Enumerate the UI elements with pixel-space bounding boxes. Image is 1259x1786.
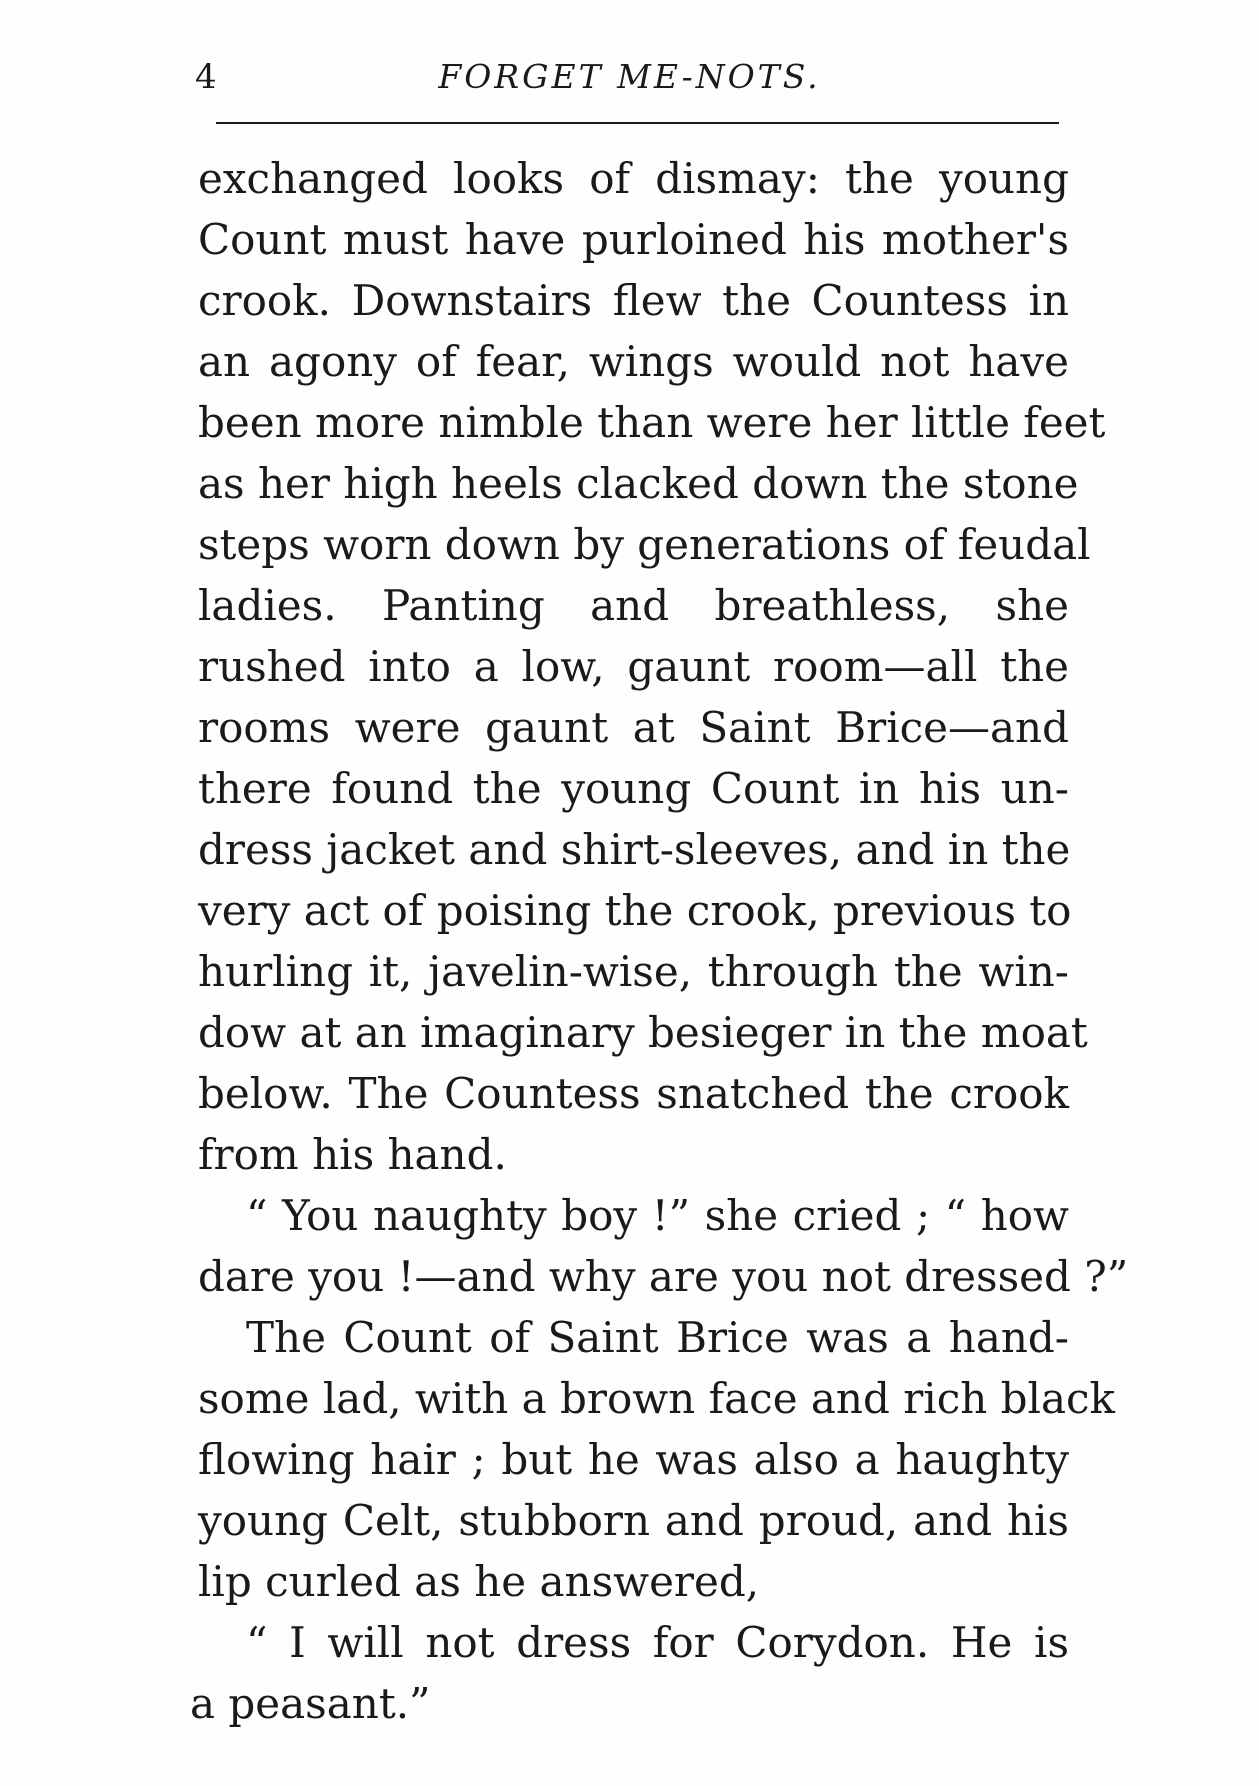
text-line: rushed into a low, gaunt room—all the — [198, 642, 1069, 691]
text-line: Count must have purloined his mother's — [198, 215, 1069, 264]
text-line: an agony of fear, wings would not have — [198, 337, 1069, 386]
text-line: hurling it, javelin-wise, through the win- — [198, 947, 1069, 996]
page-number: 4 — [195, 57, 217, 97]
text-line: young Celt, stubborn and proud, and his — [198, 1496, 1069, 1545]
text-line: crook. Downstairs flew the Countess in — [198, 276, 1069, 325]
text-line: dress jacket and shirt-sleeves, and in the — [198, 825, 1071, 874]
text-line: ladies. Panting and breathless, she — [198, 581, 1069, 630]
text-line: dow at an imaginary besieger in the moat — [198, 1008, 1088, 1057]
text-line: a peasant.” — [190, 1679, 431, 1728]
text-line: steps worn down by generations of feudal — [198, 520, 1091, 569]
text-line: there found the young Count in his un- — [198, 764, 1069, 813]
running-head-title: FORGET ME-NOTS. — [438, 57, 821, 96]
text-line: from his hand. — [198, 1130, 507, 1179]
text-line: “ I will not dress for Corydon. He is — [246, 1618, 1069, 1667]
header-rule — [216, 122, 1059, 124]
text-line: dare you !—and why are you not dressed ?” — [198, 1252, 1129, 1301]
text-line: “ You naughty boy !” she cried ; “ how — [246, 1191, 1069, 1240]
text-line: rooms were gaunt at Saint Brice—and — [198, 703, 1069, 752]
text-line: very act of poising the crook, previous to — [198, 886, 1072, 935]
text-line: some lad, with a brown face and rich black — [198, 1374, 1115, 1423]
text-line: The Count of Saint Brice was a hand- — [246, 1313, 1069, 1362]
body-text — [190, 148, 1129, 1734]
text-line: below. The Countess snatched the crook — [198, 1069, 1069, 1118]
text-line: been more nimble than were her little feet — [198, 398, 1106, 447]
text-line: lip curled as he answered, — [198, 1557, 760, 1606]
text-line: flowing hair ; but he was also a haughty — [198, 1435, 1069, 1484]
text-line: exchanged looks of dismay: the young — [198, 154, 1069, 203]
text-line: as her high heels clacked down the stone — [198, 459, 1079, 508]
